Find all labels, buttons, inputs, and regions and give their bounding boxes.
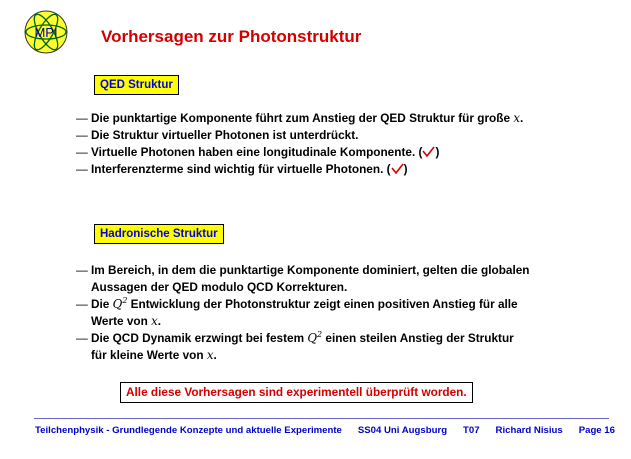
- qed-bullet-3: — Virtuelle Photonen haben eine longitudinale Komponente. ( ): [76, 144, 523, 161]
- mpi-atom-logo-icon: [22, 8, 70, 56]
- qed-bullet-4: — Interferenzterme sind wichtig für virtuelle Photonen. ( ): [76, 161, 523, 178]
- logo-text: MPI: [34, 25, 58, 40]
- footer-page: Page 16: [578, 425, 615, 436]
- footer-author: Richard Nisius: [495, 425, 563, 436]
- footer-term: SS04 Uni Augsburg: [357, 425, 448, 436]
- footer-course: Teilchenphysik - Grundlegende Konzepte und aktuelle Experimente: [35, 425, 342, 436]
- hadronic-bullet-2: — Die $Q^2$ Entwicklung der Photonstruktur zeigt einen positiven Anstieg für alle Werte von x.: [76, 296, 530, 330]
- qed-bullet-2: — Die Struktur virtueller Photonen ist unterdrückt.: [76, 127, 523, 144]
- hadronic-bullet-1: — Im Bereich, in dem die punktartige Komponente dominiert, gelten die globalen Aussagen der QED modulo QCD Korrekturen.: [76, 262, 530, 296]
- footer: [35, 425, 615, 436]
- check-mark-icon: [422, 146, 435, 157]
- mpi-logo: [22, 8, 70, 56]
- qed-bullet-list: [76, 110, 523, 178]
- hadronic-bullet-3: — Die QCD Dynamik erzwingt bei festem $Q^2$ einen steilen Anstieg der Struktur für kleine Werte von x.: [76, 330, 530, 364]
- conclusion-box: Alle diese Vorhersagen sind experimentell überprüft worden.: [120, 382, 473, 403]
- hadronic-bullet-list: [76, 262, 530, 364]
- qed-bullet-1: — Die punktartige Komponente führt zum Anstieg der QED Struktur für große x.: [76, 110, 523, 127]
- hadronic-section-label: Hadronische Struktur: [94, 224, 224, 244]
- footer-topic: T07: [463, 425, 480, 436]
- check-mark-icon: [391, 163, 404, 174]
- slide-title: Vorhersagen zur Photonstruktur: [101, 27, 362, 46]
- qed-section-label: QED Struktur: [94, 75, 179, 95]
- footer-divider: [34, 418, 609, 419]
